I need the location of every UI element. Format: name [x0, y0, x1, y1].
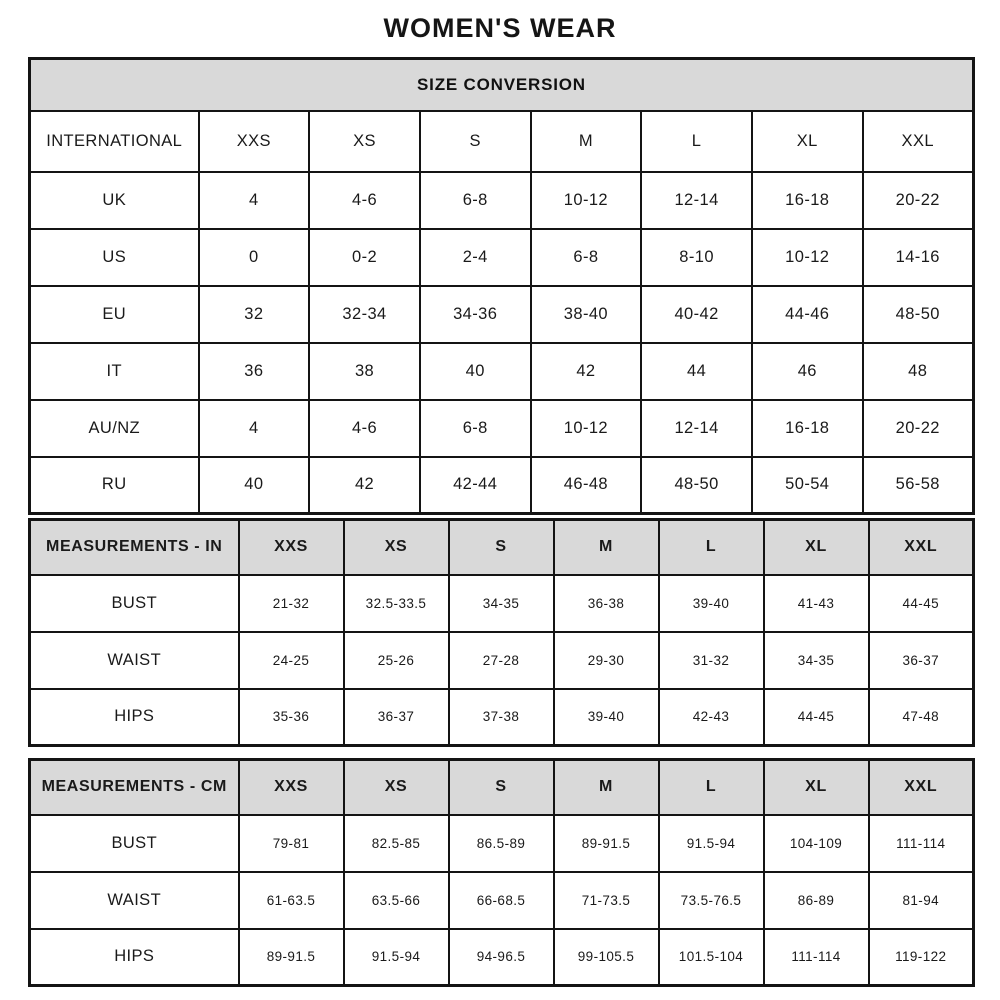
value-cell: 25-26 — [344, 632, 449, 689]
column-header-l: L — [659, 520, 764, 575]
value-cell: 46 — [752, 343, 863, 400]
value-cell: 101.5-104 — [659, 929, 764, 986]
value-cell: 111-114 — [869, 815, 974, 872]
table-row — [30, 400, 974, 457]
corner-header: MEASUREMENTS - IN — [30, 520, 239, 575]
value-cell: 38-40 — [531, 286, 642, 343]
measurements-cm-table — [28, 758, 975, 987]
value-cell: 89-91.5 — [239, 929, 344, 986]
value-cell: 32-34 — [309, 286, 420, 343]
value-cell: 4 — [199, 172, 310, 229]
value-cell: 63.5-66 — [344, 872, 449, 929]
value-cell: 91.5-94 — [344, 929, 449, 986]
table-row — [30, 172, 974, 229]
value-cell: 10-12 — [531, 172, 642, 229]
corner-header: INTERNATIONAL — [30, 111, 199, 172]
value-cell: 6-8 — [531, 229, 642, 286]
column-header-m: M — [554, 760, 659, 815]
value-cell: 56-58 — [863, 457, 974, 514]
corner-header: MEASUREMENTS - CM — [30, 760, 239, 815]
page-title: WOMEN'S WEAR — [383, 13, 617, 43]
value-cell: 40-42 — [641, 286, 752, 343]
value-cell: 36-37 — [869, 632, 974, 689]
value-cell: 31-32 — [659, 632, 764, 689]
value-cell: 37-38 — [449, 689, 554, 746]
value-cell: 46-48 — [531, 457, 642, 514]
column-header-l: L — [641, 111, 752, 172]
column-header-l: L — [659, 760, 764, 815]
value-cell: 32 — [199, 286, 310, 343]
table-row — [30, 343, 974, 400]
table-row — [30, 457, 974, 514]
value-cell: 34-36 — [420, 286, 531, 343]
column-header-xxl: XXL — [869, 760, 974, 815]
column-header-xl: XL — [764, 520, 869, 575]
value-cell: 12-14 — [641, 172, 752, 229]
value-cell: 21-32 — [239, 575, 344, 632]
table-row — [30, 689, 974, 746]
value-cell: 14-16 — [863, 229, 974, 286]
value-cell: 8-10 — [641, 229, 752, 286]
value-cell: 4 — [199, 400, 310, 457]
value-cell: 4-6 — [309, 172, 420, 229]
column-header-xxs: XXS — [199, 111, 310, 172]
value-cell: 6-8 — [420, 172, 531, 229]
row-label: HIPS — [30, 929, 239, 986]
value-cell: 73.5-76.5 — [659, 872, 764, 929]
column-header-xl: XL — [752, 111, 863, 172]
value-cell: 61-63.5 — [239, 872, 344, 929]
value-cell: 12-14 — [641, 400, 752, 457]
value-cell: 27-28 — [449, 632, 554, 689]
value-cell: 81-94 — [869, 872, 974, 929]
value-cell: 42-44 — [420, 457, 531, 514]
table-row — [30, 872, 974, 929]
row-label: WAIST — [30, 872, 239, 929]
value-cell: 16-18 — [752, 172, 863, 229]
value-cell: 42 — [309, 457, 420, 514]
value-cell: 38 — [309, 343, 420, 400]
value-cell: 82.5-85 — [344, 815, 449, 872]
row-label: WAIST — [30, 632, 239, 689]
row-label: HIPS — [30, 689, 239, 746]
column-header-s: S — [449, 760, 554, 815]
column-header-xxl: XXL — [869, 520, 974, 575]
table-row — [30, 575, 974, 632]
row-label: BUST — [30, 815, 239, 872]
value-cell: 79-81 — [239, 815, 344, 872]
row-label: RU — [30, 457, 199, 514]
column-header-xxs: XXS — [239, 760, 344, 815]
column-header-xs: XS — [344, 760, 449, 815]
value-cell: 16-18 — [752, 400, 863, 457]
value-cell: 34-35 — [764, 632, 869, 689]
value-cell: 24-25 — [239, 632, 344, 689]
row-label: EU — [30, 286, 199, 343]
value-cell: 10-12 — [752, 229, 863, 286]
table-row — [30, 815, 974, 872]
value-cell: 36-38 — [554, 575, 659, 632]
value-cell: 94-96.5 — [449, 929, 554, 986]
row-label: BUST — [30, 575, 239, 632]
value-cell: 2-4 — [420, 229, 531, 286]
row-label: AU/NZ — [30, 400, 199, 457]
table-row — [30, 229, 974, 286]
value-cell: 20-22 — [863, 400, 974, 457]
column-header-xxl: XXL — [863, 111, 974, 172]
value-cell: 42 — [531, 343, 642, 400]
value-cell: 99-105.5 — [554, 929, 659, 986]
column-header-xxs: XXS — [239, 520, 344, 575]
value-cell: 48 — [863, 343, 974, 400]
value-cell: 0-2 — [309, 229, 420, 286]
value-cell: 29-30 — [554, 632, 659, 689]
column-header-m: M — [531, 111, 642, 172]
value-cell: 6-8 — [420, 400, 531, 457]
value-cell: 42-43 — [659, 689, 764, 746]
value-cell: 71-73.5 — [554, 872, 659, 929]
value-cell: 32.5-33.5 — [344, 575, 449, 632]
value-cell: 44 — [641, 343, 752, 400]
column-header-row — [30, 520, 974, 575]
value-cell: 104-109 — [764, 815, 869, 872]
size-conversion-table — [28, 57, 975, 515]
value-cell: 10-12 — [531, 400, 642, 457]
table-row — [30, 632, 974, 689]
column-header-s: S — [420, 111, 531, 172]
table-banner-row — [30, 59, 974, 111]
value-cell: 20-22 — [863, 172, 974, 229]
column-header-row — [30, 760, 974, 815]
column-header-row — [30, 111, 974, 172]
value-cell: 44-45 — [764, 689, 869, 746]
table-row — [30, 286, 974, 343]
value-cell: 44-46 — [752, 286, 863, 343]
value-cell: 86.5-89 — [449, 815, 554, 872]
value-cell: 66-68.5 — [449, 872, 554, 929]
value-cell: 86-89 — [764, 872, 869, 929]
value-cell: 47-48 — [869, 689, 974, 746]
value-cell: 36 — [199, 343, 310, 400]
row-label: UK — [30, 172, 199, 229]
value-cell: 4-6 — [309, 400, 420, 457]
value-cell: 39-40 — [554, 689, 659, 746]
value-cell: 91.5-94 — [659, 815, 764, 872]
value-cell: 50-54 — [752, 457, 863, 514]
value-cell: 40 — [199, 457, 310, 514]
value-cell: 44-45 — [869, 575, 974, 632]
value-cell: 41-43 — [764, 575, 869, 632]
value-cell: 39-40 — [659, 575, 764, 632]
value-cell: 40 — [420, 343, 531, 400]
column-header-xs: XS — [309, 111, 420, 172]
column-header-xl: XL — [764, 760, 869, 815]
row-label: US — [30, 229, 199, 286]
value-cell: 48-50 — [863, 286, 974, 343]
row-label: IT — [30, 343, 199, 400]
table-banner: SIZE CONVERSION — [30, 59, 974, 111]
value-cell: 0 — [199, 229, 310, 286]
measurements-in-table — [28, 518, 975, 747]
value-cell: 111-114 — [764, 929, 869, 986]
value-cell: 36-37 — [344, 689, 449, 746]
column-header-s: S — [449, 520, 554, 575]
value-cell: 89-91.5 — [554, 815, 659, 872]
value-cell: 34-35 — [449, 575, 554, 632]
value-cell: 35-36 — [239, 689, 344, 746]
value-cell: 48-50 — [641, 457, 752, 514]
table-row — [30, 929, 974, 986]
column-header-xs: XS — [344, 520, 449, 575]
value-cell: 119-122 — [869, 929, 974, 986]
column-header-m: M — [554, 520, 659, 575]
